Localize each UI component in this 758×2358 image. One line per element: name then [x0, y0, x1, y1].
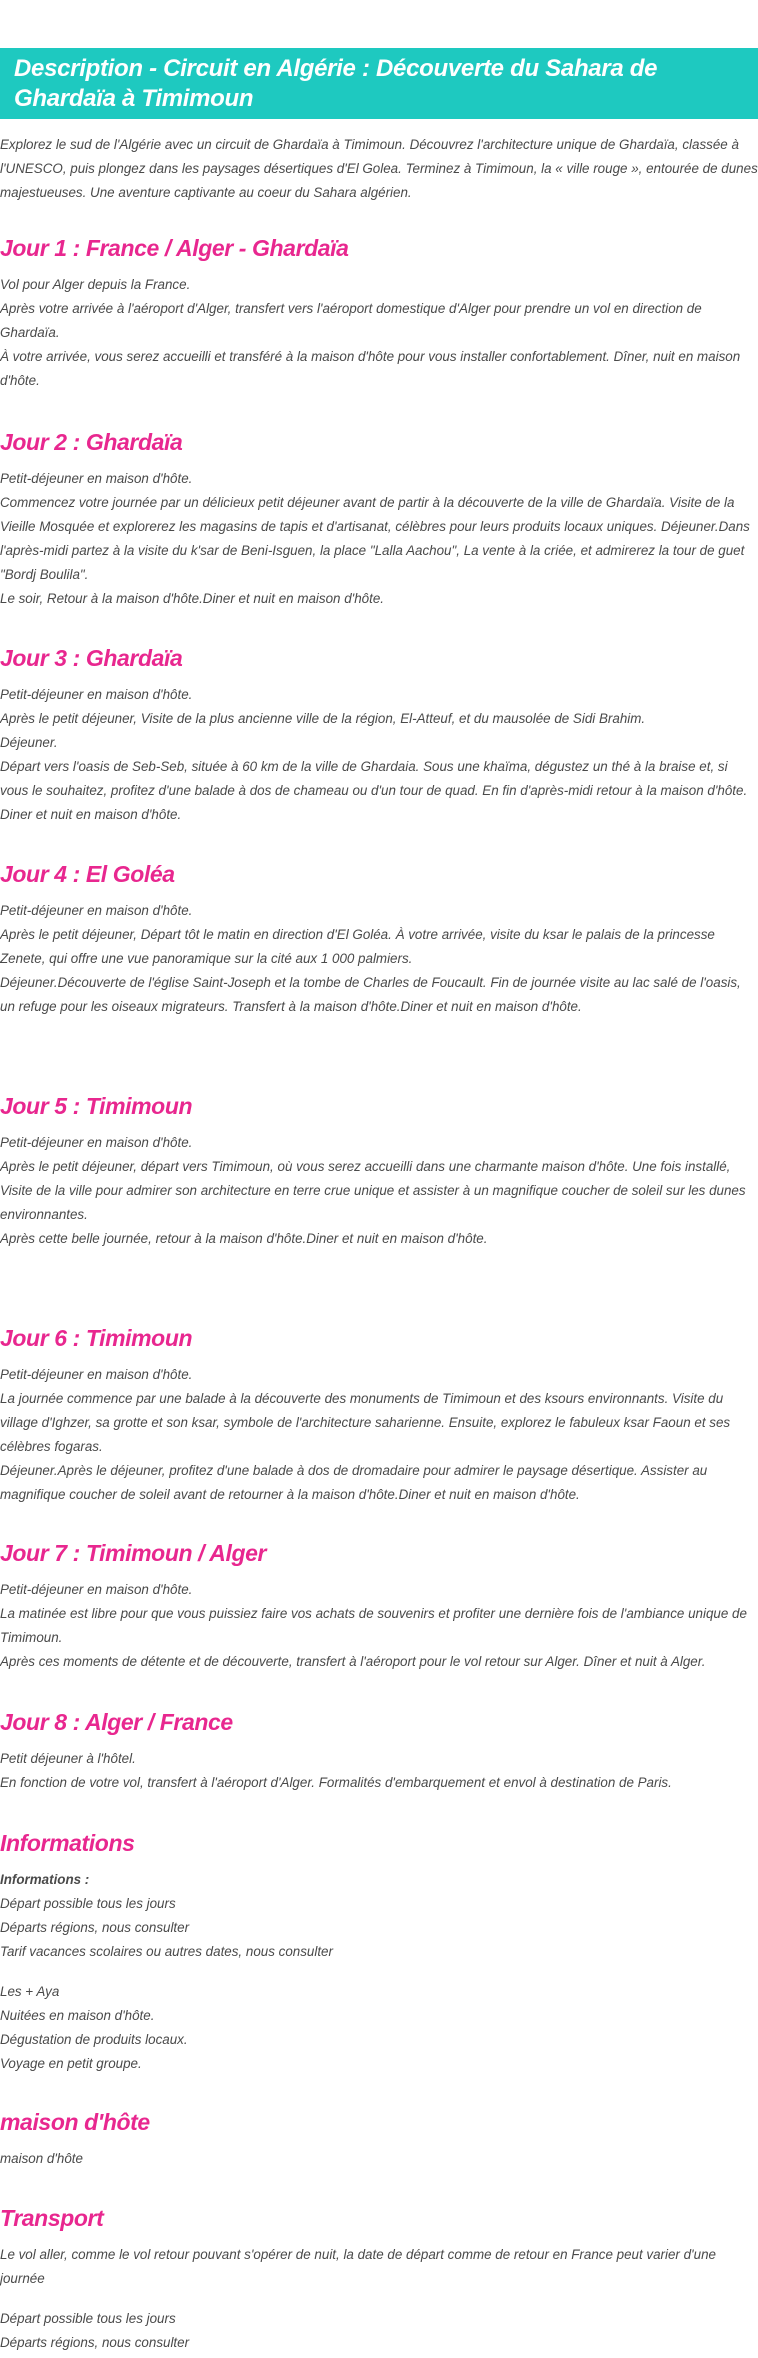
- day-3-line-4: Départ vers l'oasis de Seb-Seb, située à 60 km de la ville de Ghardaia. Sous une khaïma, dégustez un thé à la braise et, si vous le souhaitez, profitez d'une balade à dos de chameau ou d'un tour de quad. En fin d'après-midi retour à la maison d'hôte. Diner et nuit en maison d'hôte.: [0, 759, 748, 822]
- informations-section: [0, 1828, 758, 2076]
- day-2-line-2: Commencez votre journée par un délicieux petit déjeuner avant de partir à la découverte de la ville de Ghardaïa. Visite de la Vieille Mosquée et explorerez les magasins de tapis et d'artisanat, célèbres pour leurs produits locaux uniques. Déjeuner.Dans l'après-midi partez à la visite du k'sar de Beni-Isguen, la place "Lalla Aachou", La vente à la criée, et admirerez la tour de guet "Bordj Boulila".: [0, 495, 750, 582]
- day-1-line-3: À votre arrivée, vous serez accueilli et transféré à la maison d'hôte pour vous installer confortablement. Dîner, nuit en maison d'hôte.: [0, 349, 741, 388]
- maison-section: [0, 2107, 758, 2171]
- day-3-line-1: Petit-déjeuner en maison d'hôte.: [0, 687, 193, 702]
- day-section-2: [0, 427, 758, 611]
- intro-text: Explorez le sud de l'Algérie avec un circuit de Ghardaïa à Timimoun. Découvrez l'architecture unique de Ghardaïa, classée à l'UNESCO, puis plongez dans les paysages désertiques d'El Golea. Terminez à Timimoun, la « ville rouge », entourée de dunes majestueuses. Une aventure captivante au coeur du Sahara algérien.: [0, 137, 758, 200]
- day-6-line-2: La journée commence par une balade à la découverte des monuments de Timimoun et des ksours environnants. Visite du village d'Ighzer, sa grotte et son ksar, symbole de l'architecture saharienne. Ensuite, explorez le fabuleux ksar Faoun et ses célèbres fogaras.: [0, 1391, 731, 1454]
- plus-line-4: Voyage en petit groupe.: [0, 2056, 142, 2071]
- day-4-line-3: Déjeuner.Découverte de l'église Saint-Joseph et la tombe de Charles de Foucault. Fin de journée visite au lac salé de l'oasis, un refuge pour les oiseaux migrateurs. Transfert à la maison d'hôte.Diner et nuit en maison d'hôte.: [0, 975, 741, 1014]
- day-7-line-3: Après ces moments de détente et de découverte, transfert à l'aéroport pour le vol retour sur Alger. Dîner et nuit à Alger.: [0, 1654, 706, 1669]
- plus-line-3: Dégustation de produits locaux.: [0, 2032, 188, 2047]
- day-8-line-2: En fonction de votre vol, transfert à l'aéroport d'Alger. Formalités d'embarquement et envol à destination de Paris.: [0, 1775, 672, 1790]
- transport-text: Le vol aller, comme le vol retour pouvant s'opérer de nuit, la date de départ comme de retour en France peut varier d'une journée: [0, 2247, 716, 2286]
- plus-line-2: Nuitées en maison d'hôte.: [0, 2008, 155, 2023]
- day-3-line-2: Après le petit déjeuner, Visite de la plus ancienne ville de la région, El-Atteuf, et du mausolée de Sidi Brahim.: [0, 711, 646, 726]
- day-2-line-3: Le soir, Retour à la maison d'hôte.Diner et nuit en maison d'hôte.: [0, 591, 384, 606]
- day-1-line-2: Après votre arrivée à l'aéroport d'Alger, transfert vers l'aéroport domestique d'Alger pour prendre un vol en direction de Ghardaïa.: [0, 301, 702, 340]
- day-8-title: Jour 8 : Alger / France: [0, 1709, 233, 1735]
- transport-line-1: Départ possible tous les jours: [0, 2311, 176, 2326]
- day-6-line-3: Déjeuner.Après le déjeuner, profitez d'une balade à dos de dromadaire pour admirer le paysage désertique. Assister au magnifique coucher de soleil avant de retourner à la maison d'hôte.Diner et nuit en maison d'hôte.: [0, 1463, 708, 1502]
- day-5-line-3: Après cette belle journée, retour à la maison d'hôte.Diner et nuit en maison d'hôte.: [0, 1231, 488, 1246]
- day-5-title: Jour 5 : Timimoun: [0, 1093, 193, 1119]
- day-4-title: Jour 4 : El Goléa: [0, 861, 175, 887]
- page-title: Description - Circuit en Algérie : Découverte du Sahara de Ghardaïa à Timimoun: [14, 55, 658, 112]
- day-section-4: [0, 859, 758, 1019]
- day-2-line-1: Petit-déjeuner en maison d'hôte.: [0, 471, 193, 486]
- day-3-line-3: Déjeuner.: [0, 735, 58, 750]
- day-1-line-1: Vol pour Alger depuis la France.: [0, 277, 191, 292]
- day-6-line-1: Petit-déjeuner en maison d'hôte.: [0, 1367, 193, 1382]
- day-1-title: Jour 1 : France / Alger - Ghardaïa: [0, 235, 349, 261]
- informations-line-2: Départs régions, nous consulter: [0, 1920, 190, 1935]
- day-7-line-2: La matinée est libre pour que vous puissiez faire vos achats de souvenirs et profiter une dernière fois de l'ambiance unique de Timimoun.: [0, 1606, 747, 1645]
- day-section-1: [0, 233, 758, 393]
- day-8-line-1: Petit déjeuner à l'hôtel.: [0, 1751, 136, 1766]
- day-section-3: [0, 643, 758, 827]
- day-4-line-2: Après le petit déjeuner, Départ tôt le matin en direction d'El Goléa. À votre arrivée, visite du ksar le palais de la princesse Zenete, qui offre une vue panoramique sur la cité aux 1 000 palmiers.: [0, 927, 715, 966]
- day-2-title: Jour 2 : Ghardaïa: [0, 429, 183, 455]
- header-banner: [0, 48, 758, 119]
- informations-line-3: Tarif vacances scolaires ou autres dates, nous consulter: [0, 1944, 333, 1959]
- day-6-title: Jour 6 : Timimoun: [0, 1325, 193, 1351]
- informations-label: Informations :: [0, 1872, 90, 1887]
- transport-title: Transport: [0, 2205, 104, 2231]
- informations-title: Informations: [0, 1830, 135, 1856]
- maison-title: maison d'hôte: [0, 2109, 150, 2135]
- day-section-5: [0, 1091, 758, 1251]
- maison-text: maison d'hôte: [0, 2151, 83, 2166]
- day-section-6: [0, 1323, 758, 1507]
- day-4-line-1: Petit-déjeuner en maison d'hôte.: [0, 903, 193, 918]
- intro-paragraph: [0, 133, 758, 205]
- day-7-line-1: Petit-déjeuner en maison d'hôte.: [0, 1582, 193, 1597]
- day-section-7: [0, 1538, 758, 1674]
- plus-line-1: Les + Aya: [0, 1984, 60, 1999]
- informations-line-1: Départ possible tous les jours: [0, 1896, 176, 1911]
- day-7-title: Jour 7 : Timimoun / Alger: [0, 1540, 267, 1566]
- transport-line-2: Départs régions, nous consulter: [0, 2335, 190, 2350]
- day-section-8: [0, 1707, 758, 1795]
- day-5-line-1: Petit-déjeuner en maison d'hôte.: [0, 1135, 193, 1150]
- day-3-title: Jour 3 : Ghardaïa: [0, 645, 183, 671]
- day-5-line-2: Après le petit déjeuner, départ vers Timimoun, où vous serez accueilli dans une charmante maison d'hôte. Une fois installé, Visite de la ville pour admirer son architecture en terre crue unique et assister à un magnifique coucher de soleil sur les dunes environnantes.: [0, 1159, 746, 1222]
- transport-section: [0, 2203, 758, 2355]
